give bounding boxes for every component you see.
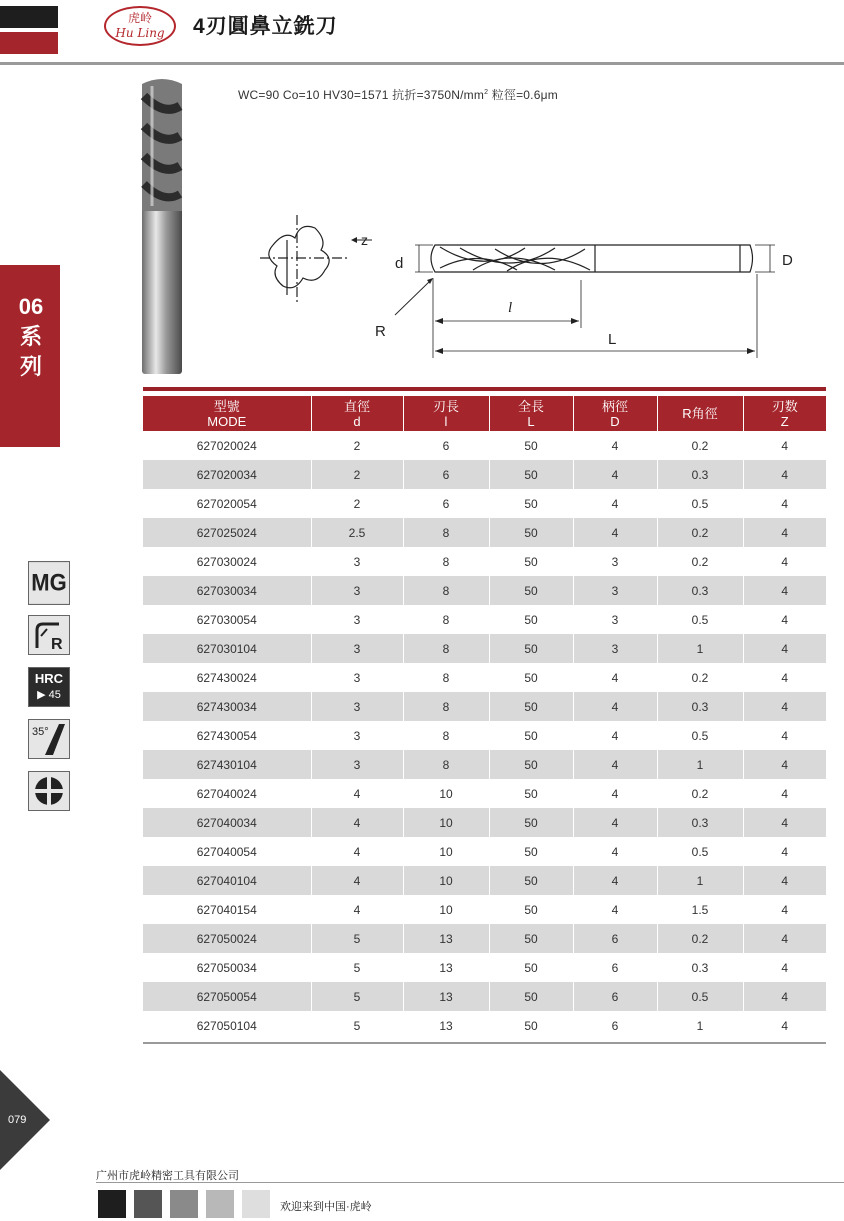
column-header-en: D: [610, 413, 620, 429]
table-cell: 4: [311, 866, 403, 895]
table-row: [143, 634, 826, 663]
L-label: L: [608, 331, 617, 348]
D-label: D: [782, 252, 793, 269]
column-header: [743, 396, 826, 431]
table-row: [143, 692, 826, 721]
table-cell: 4: [573, 837, 657, 866]
table-cell: 50: [489, 837, 573, 866]
technical-drawing: [255, 200, 815, 370]
table-row: [143, 779, 826, 808]
table-cell: 3: [573, 605, 657, 634]
column-header-cn: 刃長: [432, 398, 459, 414]
table-cell: 50: [489, 663, 573, 692]
table-cell: 0.3: [657, 460, 743, 489]
hrc-value-row: ▶ 45: [37, 689, 61, 701]
color-swatch: [206, 1190, 234, 1218]
end-mill-photo: [130, 76, 192, 378]
page-number: 079: [8, 1114, 27, 1126]
table-cell: 0.2: [657, 779, 743, 808]
table-cell: 4: [573, 692, 657, 721]
table-cell: 4: [743, 605, 826, 634]
table-cell: 4: [743, 634, 826, 663]
series-label: [14, 292, 48, 382]
side-view: [431, 245, 753, 272]
table-cell: 4: [743, 489, 826, 518]
table-cell: 3: [311, 663, 403, 692]
material-spec-text2: 粒徑=0.6μm: [488, 88, 558, 102]
table-cell: 627030104: [143, 634, 311, 663]
cross-section-view: [260, 215, 350, 305]
table-cell: 50: [489, 460, 573, 489]
column-header-en: l: [444, 413, 448, 429]
table-row: [143, 866, 826, 895]
table-cell: 1: [657, 866, 743, 895]
table-cell: 10: [403, 866, 489, 895]
table-cell: 627020024: [143, 431, 311, 460]
table-cell: 6: [573, 953, 657, 982]
table-cell: 50: [489, 750, 573, 779]
table-cell: 8: [403, 692, 489, 721]
table-row: [143, 663, 826, 692]
color-swatch: [98, 1190, 126, 1218]
table-cell: 4: [743, 837, 826, 866]
d-label: d: [395, 255, 404, 272]
material-spec-sup: 2: [484, 89, 489, 96]
table-cell: 0.5: [657, 489, 743, 518]
column-header-cn: 直徑: [343, 398, 370, 414]
logo-en: Hu Ling: [115, 26, 165, 40]
table-cell: 4: [743, 547, 826, 576]
table-cell: 50: [489, 808, 573, 837]
table-top-rule: [143, 387, 826, 391]
table-cell: 4: [743, 808, 826, 837]
table-cell: 13: [403, 982, 489, 1011]
table-cell: 4: [743, 692, 826, 721]
column-header: [573, 396, 657, 431]
column-header-cn: 刃数: [771, 398, 798, 414]
table-cell: 627050034: [143, 953, 311, 982]
header-red-bar: [0, 32, 58, 54]
table-cell: 627050054: [143, 982, 311, 1011]
table-row: [143, 605, 826, 634]
table-cell: 50: [489, 547, 573, 576]
table-bottom-rule: [143, 1042, 826, 1044]
table-row: [143, 547, 826, 576]
table-row: [143, 982, 826, 1011]
table-cell: 3: [311, 576, 403, 605]
table-cell: 6: [573, 1011, 657, 1040]
table-row: [143, 953, 826, 982]
table-cell: 8: [403, 518, 489, 547]
table-cell: 8: [403, 576, 489, 605]
table-cell: 13: [403, 953, 489, 982]
series-label-text: 06系列: [18, 294, 44, 379]
table-cell: 1: [657, 1011, 743, 1040]
table-cell: 627050104: [143, 1011, 311, 1040]
table-cell: 4: [743, 721, 826, 750]
table-cell: 0.3: [657, 692, 743, 721]
table-cell: 627050024: [143, 924, 311, 953]
table-row: [143, 1011, 826, 1040]
column-header: [489, 396, 573, 431]
mg-grade-icon: MG: [28, 561, 70, 605]
table-cell: 627030024: [143, 547, 311, 576]
table-cell: 50: [489, 576, 573, 605]
table-cell: 13: [403, 1011, 489, 1040]
table-cell: 0.2: [657, 924, 743, 953]
table-cell: 627025024: [143, 518, 311, 547]
table-row: [143, 721, 826, 750]
table-cell: 10: [403, 779, 489, 808]
table-cell: 2: [311, 431, 403, 460]
table-cell: 4: [573, 750, 657, 779]
table-row: [143, 924, 826, 953]
table-cell: 5: [311, 953, 403, 982]
table-cell: 4: [743, 895, 826, 924]
table-cell: 3: [311, 692, 403, 721]
helix-angle-icon: [28, 719, 70, 759]
column-header-cn: 型號: [213, 398, 240, 414]
table-cell: 5: [311, 1011, 403, 1040]
material-spec-text: WC=90 Co=10 HV30=1571 抗折=3750N/mm: [238, 88, 485, 102]
table-cell: 3: [311, 605, 403, 634]
table-cell: 6: [403, 489, 489, 518]
table-cell: 50: [489, 692, 573, 721]
z-label: z: [361, 232, 368, 248]
table-cell: 4: [743, 663, 826, 692]
product-spec-table: [143, 396, 826, 1040]
column-header-en: Z: [780, 413, 789, 429]
corner-radius-letter: R: [51, 636, 63, 653]
footer-divider: [96, 1182, 844, 1183]
table-cell: 4: [573, 721, 657, 750]
table-row: [143, 518, 826, 547]
table-cell: 4: [573, 489, 657, 518]
table-cell: 0.2: [657, 547, 743, 576]
corner-radius-icon: [28, 615, 70, 655]
hrc-label: HRC: [34, 671, 64, 686]
table-cell: 627430104: [143, 750, 311, 779]
table-cell: 4: [311, 895, 403, 924]
column-header-cn: 柄徑: [601, 398, 628, 414]
table-cell: 2: [311, 460, 403, 489]
table-body: [143, 431, 826, 1040]
table-cell: 10: [403, 808, 489, 837]
table-cell: 50: [489, 634, 573, 663]
table-header-row: [143, 396, 826, 431]
table-cell: 6: [573, 924, 657, 953]
table-cell: 0.5: [657, 605, 743, 634]
table-cell: 4: [743, 518, 826, 547]
table-cell: 0.2: [657, 518, 743, 547]
company-name: 广州市虎岭精密工具有限公司: [96, 1170, 239, 1182]
helix-angle-text: 35°: [32, 726, 49, 738]
header-black-bar: [0, 6, 58, 28]
table-cell: 627040024: [143, 779, 311, 808]
color-swatch: [134, 1190, 162, 1218]
table-cell: 6: [403, 460, 489, 489]
table-cell: 50: [489, 895, 573, 924]
table-cell: 3: [311, 634, 403, 663]
table-cell: 4: [573, 431, 657, 460]
table-cell: 627040154: [143, 895, 311, 924]
column-header-en: L: [527, 413, 535, 429]
column-header: [143, 396, 311, 431]
four-flute-glyph: [29, 772, 69, 810]
table-cell: 4: [573, 518, 657, 547]
table-cell: 4: [573, 895, 657, 924]
header-divider: [0, 62, 844, 65]
table-cell: 8: [403, 721, 489, 750]
table-cell: 3: [573, 547, 657, 576]
table-cell: 50: [489, 605, 573, 634]
R-label: R: [375, 323, 386, 340]
column-header-en: d: [353, 413, 361, 429]
table-cell: 10: [403, 837, 489, 866]
l-label: l: [508, 300, 513, 316]
table-cell: 50: [489, 953, 573, 982]
table-cell: 0.3: [657, 953, 743, 982]
column-header-cn: 全長: [517, 398, 544, 414]
table-cell: 4: [573, 779, 657, 808]
table-row: [143, 837, 826, 866]
column-header: [311, 396, 403, 431]
table-cell: 4: [311, 808, 403, 837]
column-header: [657, 396, 743, 431]
table-cell: 50: [489, 721, 573, 750]
table-cell: 4: [743, 1011, 826, 1040]
table-cell: 627020054: [143, 489, 311, 518]
table-cell: 4: [743, 576, 826, 605]
column-header-cn: R角徑: [682, 406, 718, 421]
table-cell: 627040054: [143, 837, 311, 866]
table-cell: 0.5: [657, 721, 743, 750]
table-cell: 13: [403, 924, 489, 953]
corner-radius-glyph: [29, 616, 69, 654]
table-cell: 0.3: [657, 576, 743, 605]
table-cell: 10: [403, 895, 489, 924]
table-cell: 8: [403, 547, 489, 576]
table-cell: 627020034: [143, 460, 311, 489]
table-cell: 6: [573, 982, 657, 1011]
table-cell: 50: [489, 431, 573, 460]
hrc-hardness-icon: [28, 667, 70, 707]
table-cell: 3: [311, 750, 403, 779]
table-cell: 8: [403, 605, 489, 634]
table-cell: 4: [573, 663, 657, 692]
table-row: [143, 489, 826, 518]
table-cell: 4: [573, 866, 657, 895]
table-cell: 627040104: [143, 866, 311, 895]
table-cell: 3: [573, 634, 657, 663]
table-cell: 4: [743, 953, 826, 982]
table-cell: 627030034: [143, 576, 311, 605]
company-logo: [104, 6, 176, 46]
table-cell: 627430054: [143, 721, 311, 750]
table-cell: 5: [311, 982, 403, 1011]
table-cell: 4: [743, 866, 826, 895]
table-cell: 2.5: [311, 518, 403, 547]
color-swatch: [242, 1190, 270, 1218]
table-cell: 4: [743, 431, 826, 460]
table-row: [143, 895, 826, 924]
table-cell: 8: [403, 634, 489, 663]
table-cell: 1: [657, 750, 743, 779]
column-header: [403, 396, 489, 431]
table-cell: 4: [743, 924, 826, 953]
material-spec: [238, 86, 558, 103]
table-cell: 3: [311, 547, 403, 576]
four-flute-icon: [28, 771, 70, 811]
table-cell: 4: [311, 779, 403, 808]
table-cell: 3: [311, 721, 403, 750]
table-cell: 1.5: [657, 895, 743, 924]
table-cell: 8: [403, 750, 489, 779]
table-cell: 0.2: [657, 663, 743, 692]
table-cell: 0.2: [657, 431, 743, 460]
table-cell: 627040034: [143, 808, 311, 837]
table-cell: 3: [573, 576, 657, 605]
table-cell: 4: [743, 982, 826, 1011]
table-row: [143, 576, 826, 605]
table-row: [143, 808, 826, 837]
table-cell: 5: [311, 924, 403, 953]
table-cell: 2: [311, 489, 403, 518]
hrc-value: 45: [48, 689, 61, 701]
table-cell: 50: [489, 982, 573, 1011]
table-cell: 8: [403, 663, 489, 692]
table-cell: 4: [573, 808, 657, 837]
table-cell: 4: [311, 837, 403, 866]
table-cell: 627430034: [143, 692, 311, 721]
table-cell: 627430024: [143, 663, 311, 692]
table-row: [143, 460, 826, 489]
table-cell: 0.5: [657, 837, 743, 866]
table-cell: 50: [489, 779, 573, 808]
logo-cn: 虎岭: [127, 11, 152, 25]
table-cell: 50: [489, 489, 573, 518]
table-cell: 627030054: [143, 605, 311, 634]
table-cell: 4: [573, 460, 657, 489]
table-cell: 50: [489, 1011, 573, 1040]
table-row: [143, 431, 826, 460]
table-cell: 4: [743, 460, 826, 489]
table-cell: 6: [403, 431, 489, 460]
helix-angle-glyph: [29, 720, 69, 758]
table-cell: 50: [489, 924, 573, 953]
table-cell: 0.3: [657, 808, 743, 837]
column-header-en: MODE: [207, 413, 247, 429]
color-swatch: [170, 1190, 198, 1218]
table-cell: 4: [743, 779, 826, 808]
table-cell: 50: [489, 866, 573, 895]
table-row: [143, 750, 826, 779]
table-cell: 4: [743, 750, 826, 779]
table-cell: 50: [489, 518, 573, 547]
welcome-text: 欢迎来到中国·虎岭: [280, 1201, 372, 1213]
table-cell: 1: [657, 634, 743, 663]
page-title: 4刃圓鼻立銑刀: [193, 15, 338, 38]
table-cell: 0.5: [657, 982, 743, 1011]
